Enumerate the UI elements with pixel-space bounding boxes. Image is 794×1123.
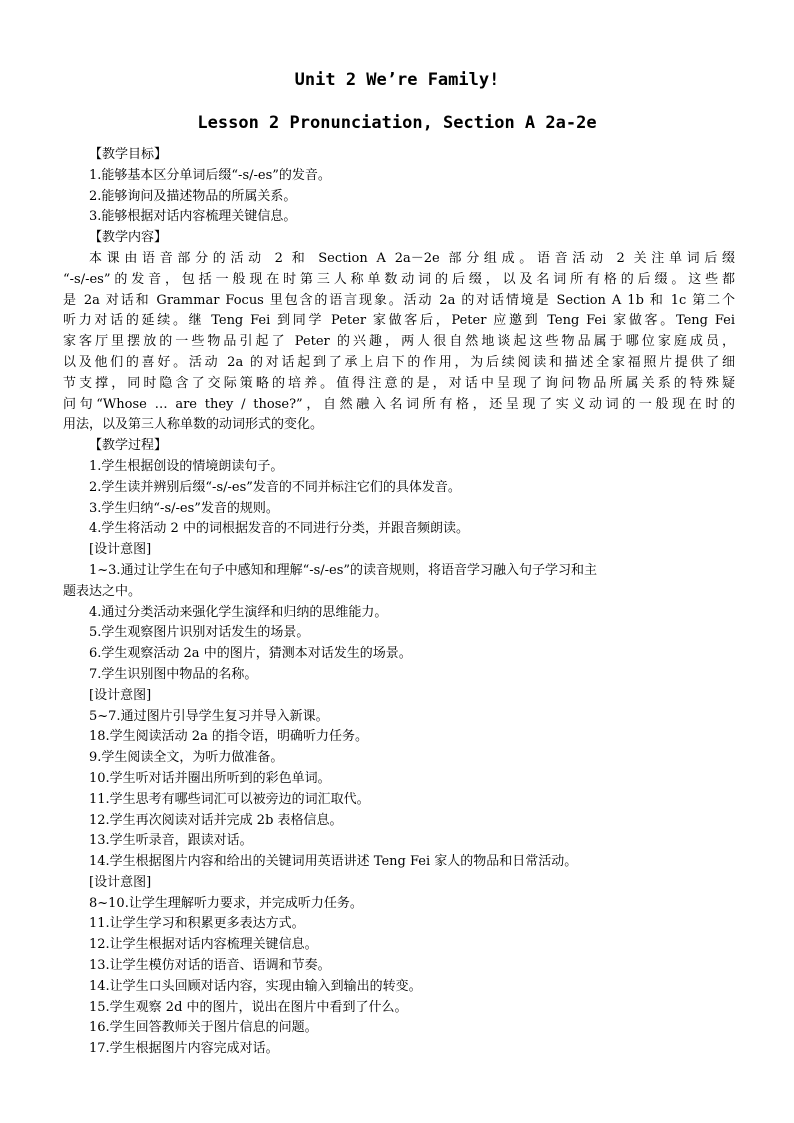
process-step: 4.通过分类活动来强化学生演绎和归纳的思维能力。: [89, 604, 388, 620]
design-intent-line: 17.学生根据图片内容完成对话。: [89, 1041, 279, 1057]
process-step: 13.学生听录音，跟读对话。: [89, 833, 253, 849]
content-line: 听力对话的延续。继 Teng Fei 到同学 Peter 家做客后，Peter 应邀到 Teng Fei 家做客。Teng Fei: [63, 313, 735, 329]
document-subtitle: Lesson 2 Pronunciation, Section A 2a-2e: [197, 113, 597, 133]
process-step: 1.学生根据创设的情境朗读句子。: [89, 458, 284, 474]
process-step: 6.学生观察活动 2a 中的图片，猜测本对话发生的场景。: [89, 646, 412, 662]
design-intent-line: 13.让学生模仿对话的语音、语调和节奏。: [89, 958, 331, 974]
content-line: 本课由语音部分的活动 2 和 Section A 2a－2e 部分组成。语音活动 2 关注单词后缀: [89, 250, 735, 266]
content-line: 节支撑，同时隐含了交际策略的培养。值得注意的是，对话中呈现了询问物品所属关系的特殊疑: [63, 375, 735, 391]
process-step: 12.学生再次阅读对话并完成 2b 表格信息。: [89, 812, 343, 828]
design-intent-label: [设计意图]: [89, 687, 152, 703]
design-intent-line: 1~3.通过让学生在句子中感知和理解“-s/-es”的读音规则，将语音学习融入句子学习和主: [89, 562, 598, 578]
process-step: 3.学生归纳“-s/-es”发音的规则。: [89, 500, 279, 516]
document-body: [63, 145, 735, 1060]
content-line: 是 2a 对话和 Grammar Focus 里包含的语言现象。活动 2a 的对话情境是 Section A 1b 和 1c 第二个: [63, 292, 735, 308]
process-step: 11.学生思考有哪些词汇可以被旁边的词汇取代。: [89, 791, 370, 807]
process-step: 4.学生将活动 2 中的词根据发音的不同进行分类，并跟音频朗读。: [89, 521, 469, 537]
goal-item: 3.能够根据对话内容梳理关键信息。: [89, 209, 297, 225]
design-intent-line: 题表达之中。: [63, 583, 142, 599]
content-line: “-s/-es”的发音，包括一般现在时第三人称单数动词的后缀，以及名词所有格的后缀。这些都: [63, 271, 735, 287]
process-heading: 【教学过程】: [89, 438, 168, 454]
design-intent-line: 14.让学生口头回顾对话内容，实现由输入到输出的转变。: [89, 978, 422, 994]
content-line: 用法，以及第三人称单数的动词形式的变化。: [63, 417, 324, 433]
design-intent-line: 15.学生观察 2d 中的图片，说出在图片中看到了什么。: [89, 999, 408, 1015]
process-step: 14.学生根据图片内容和给出的关键词用英语讲述 Teng Fei 家人的物品和日常活动。: [89, 854, 578, 870]
process-step: 2.学生读并辨别后缀“-s/-es”发音的不同并标注它们的具体发音。: [89, 479, 461, 495]
process-step: 5.学生观察图片识别对话发生的场景。: [89, 625, 310, 641]
design-intent-line: 11.让学生学习和积累更多表达方式。: [89, 916, 305, 932]
content-heading: 【教学内容】: [89, 230, 168, 246]
goal-item: 2.能够询问及描述物品的所属关系。: [89, 188, 297, 204]
content-line: 以及他们的喜好。活动 2a 的对话起到了承上启下的作用，为后续阅读和描述全家福照片提供了细: [63, 354, 735, 370]
design-intent-label: [设计意图]: [89, 542, 152, 558]
design-intent-line: 5~7.通过图片引导学生复习并导入新课。: [89, 708, 329, 724]
design-intent-line: 16.学生回答教师关于图片信息的问题。: [89, 1020, 318, 1036]
goals-heading: 【教学目标】: [89, 147, 168, 162]
document-title: Unit 2 We’re Family!: [294, 70, 500, 90]
content-line: 家客厅里摆放的一些物品引起了 Peter 的兴趣，两人很自然地谈起这些物品属于哪位家庭成员，: [63, 334, 735, 350]
goal-item: 1.能够基本区分单词后缀“-s/-es”的发音。: [89, 167, 331, 183]
design-intent-label: [设计意图]: [89, 874, 152, 890]
design-intent-line: 12.让学生根据对话内容梳理关键信息。: [89, 937, 318, 953]
process-step: 7.学生识别图中物品的名称。: [89, 666, 258, 682]
design-intent-line: 8~10.让学生理解听力要求，并完成听力任务。: [89, 895, 363, 911]
process-step: 10.学生听对话并圈出所听到的彩色单词。: [89, 770, 331, 786]
process-step: 9.学生阅读全文，为听力做准备。: [89, 750, 284, 766]
process-step: 18.学生阅读活动 2a 的指令语，明确听力任务。: [89, 729, 368, 745]
content-paragraph: [63, 249, 735, 436]
content-line: 问句“Whose … are they / those?”，自然融入名词所有格，还呈现了实义动词的一般现在时的: [63, 396, 735, 412]
